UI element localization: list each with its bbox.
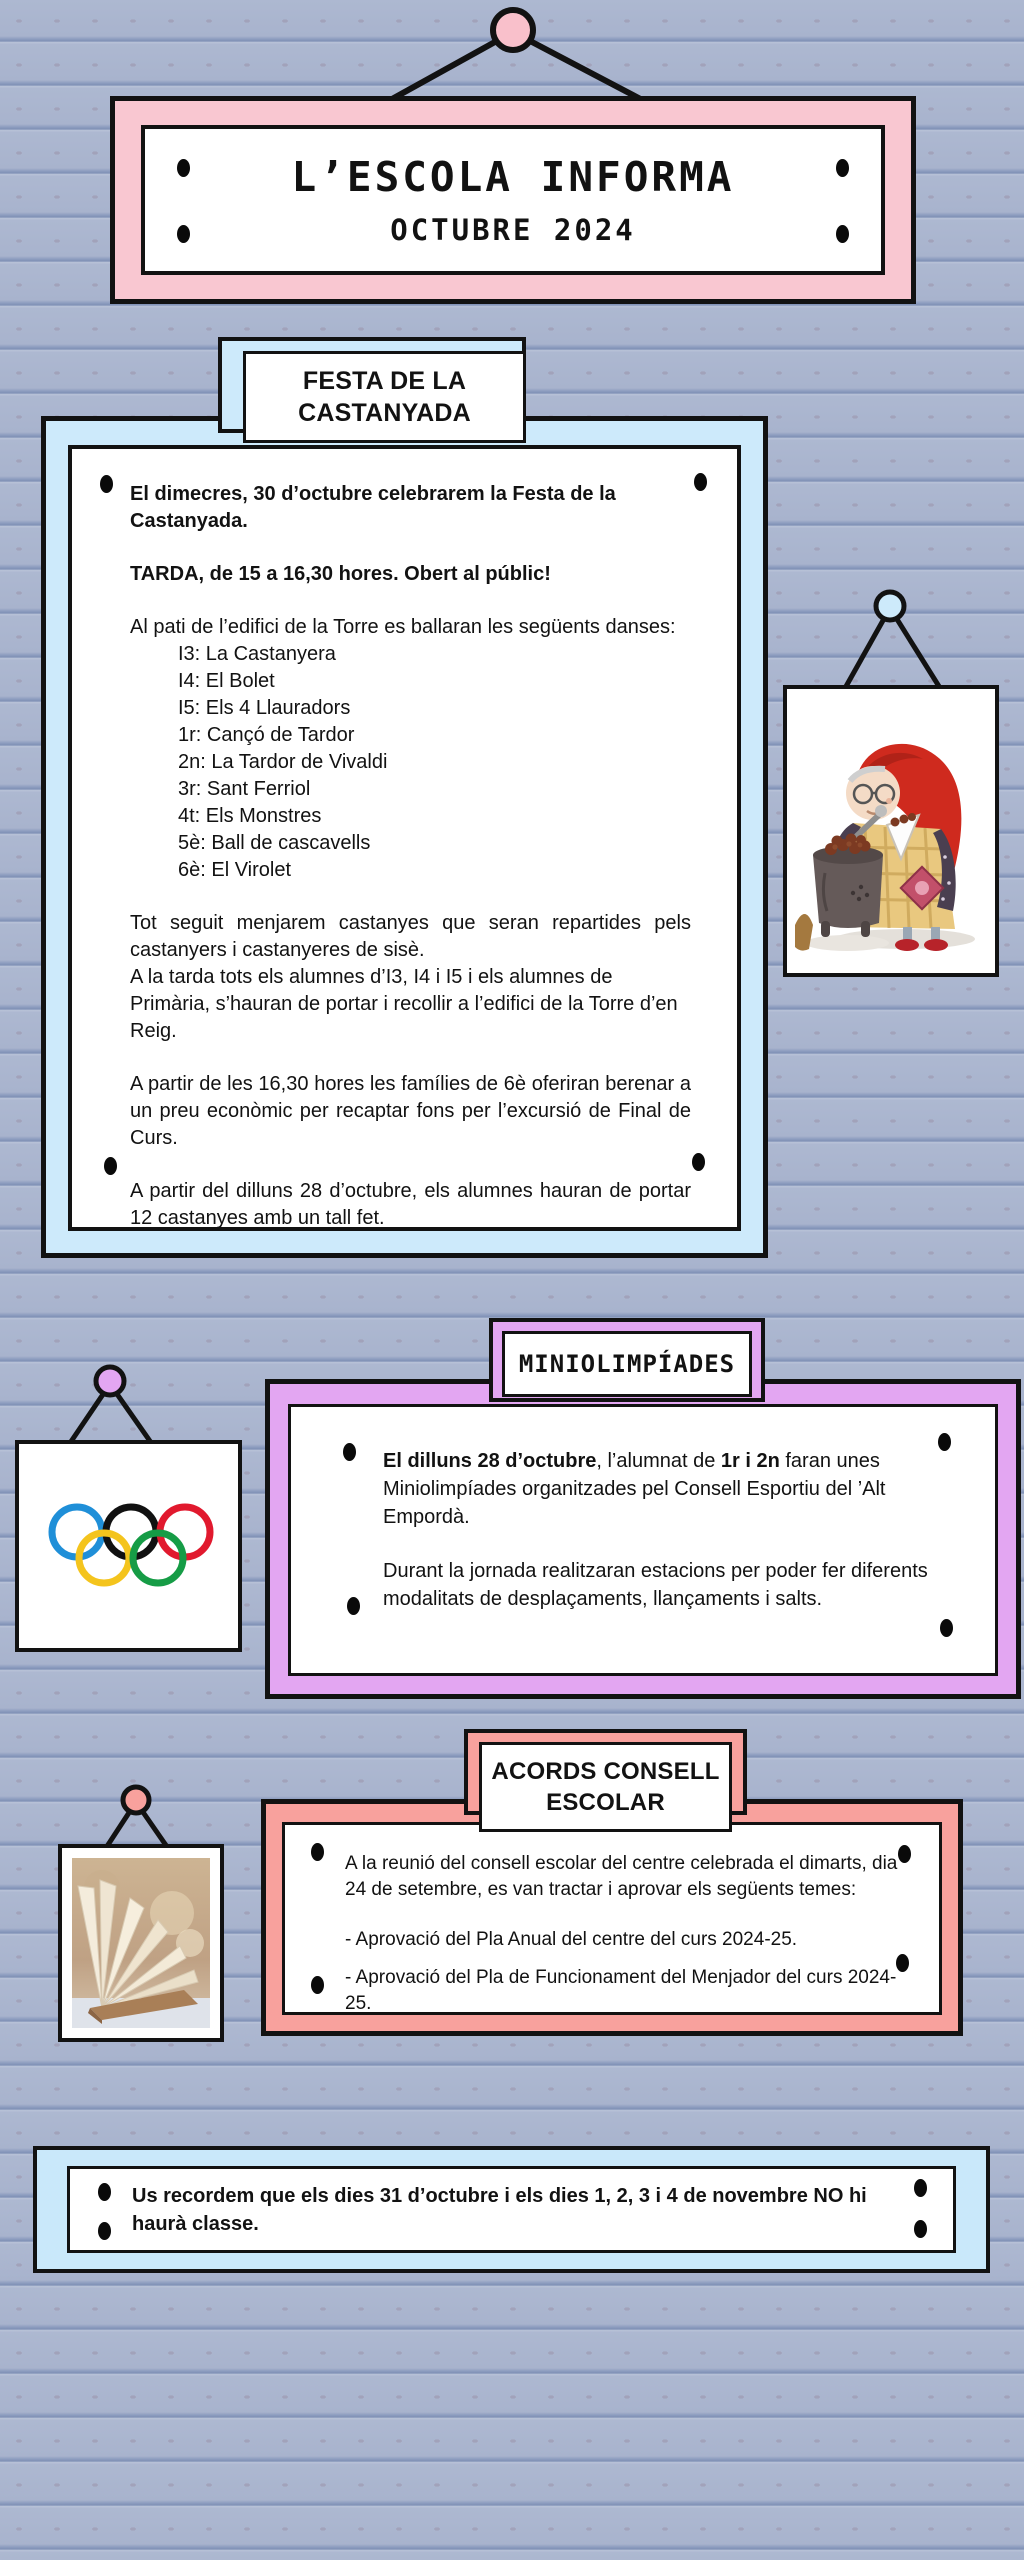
book-hanger-pin-icon: [123, 1787, 149, 1813]
dance-list: [178, 641, 691, 884]
miniolimpiades-text: , l’alumnat de: [596, 1450, 721, 1472]
miniolimpiades-inner-panel: [288, 1404, 998, 1676]
miniolimpiades-bold-date: El dilluns 28 d’octubre: [383, 1450, 597, 1472]
castanyada-inner-panel: [68, 445, 741, 1231]
castanyada-body: [72, 449, 737, 1227]
miniolimpiades-title-box: [502, 1331, 752, 1397]
castanyera-hanger-pin-icon: [876, 592, 904, 620]
castanyera-picture-frame: [783, 685, 999, 977]
acords-item: - Aprovació del Pla de Funcionament del Menjador del curs 2024-25.: [345, 1967, 897, 2014]
acords-title-box: [479, 1742, 732, 1832]
dance-item: 4t: Els Monstres: [178, 805, 322, 827]
dance-item: I3: La Castanyera: [178, 643, 336, 665]
olympic-picture-frame: [15, 1440, 242, 1652]
castanyada-paragraph: A partir de les 16,30 hores les famílies de 6è oferiran berenar a un preu econòmic per recaptar fons per l’excursió de Final de Curs.: [130, 1073, 691, 1149]
header-hanger-pin-icon: [493, 10, 533, 50]
pin-dot: [177, 159, 190, 177]
open-book-photo: [72, 1858, 210, 2028]
castanyada-paragraph: TARDA, de 15 a 16,30 hores. Obert al públic!: [130, 563, 551, 585]
dance-item: 1r: Cançó de Tardor: [178, 724, 355, 746]
page-subtitle: OCTUBRE 2024: [390, 213, 636, 247]
dance-item: 6è: El Virolet: [178, 859, 292, 881]
header-card: [110, 96, 916, 304]
acords-card: [261, 1799, 963, 2036]
castanyera-hanger-string: [820, 588, 980, 698]
castanyada-title-line1: FESTA DE LA: [302, 366, 467, 395]
miniolimpiades-body: [291, 1407, 995, 1673]
dance-item: 2n: La Tardor de Vivaldi: [178, 751, 388, 773]
acords-body: [285, 1825, 939, 2012]
book-picture-frame: [58, 1844, 224, 2042]
pin-dot: [836, 159, 849, 177]
dance-item: I5: Els 4 Llauradors: [178, 697, 351, 719]
castanyada-paragraph: Al pati de l’edifici de la Torre es ballaran les següents danses:: [130, 616, 676, 638]
acords-inner-panel: [282, 1822, 942, 2015]
castanyada-paragraph-group: [130, 910, 691, 1045]
olympic-hanger-pin-icon: [96, 1367, 124, 1395]
miniolimpiades-paragraph: [383, 1447, 937, 1531]
miniolimpiades-text: faran unes Miniolimpíades organitzades pel Consell Esportiu del ’Alt Empordà.: [383, 1450, 886, 1528]
castanyera-illustration: [795, 697, 987, 965]
castanyada-paragraph: El dimecres, 30 d’octubre celebrarem la Festa de la Castanyada.: [130, 483, 616, 532]
castanyada-paragraph: A la tarda tots els alumnes d’I3, I4 i I5 i els alumnes de Primària, s’hauran de portar i recollir a l’edifici de la Torre d’en Reig.: [130, 966, 678, 1042]
castanyada-title-box: [243, 351, 526, 443]
pin-dot: [177, 225, 190, 243]
olympic-rings-icon: [34, 1486, 224, 1606]
acords-title-line1: ACORDS CONSELL: [491, 1757, 720, 1785]
dance-item: 3r: Sant Ferriol: [178, 778, 311, 800]
miniolimpiades-card: [265, 1379, 1021, 1699]
pin-dot: [836, 225, 849, 243]
dance-item: I4: El Bolet: [178, 670, 275, 692]
acords-title-line2: ESCOLAR: [546, 1789, 665, 1816]
acords-item: - Aprovació del Pla Anual del centre del curs 2024-25.: [345, 1929, 798, 1950]
miniolimpiades-bold-grades: 1r i 2n: [720, 1450, 780, 1472]
footer-note-text: Us recordem que els dies 31 d’octubre i els dies 1, 2, 3 i 4 de novembre NO hi haurà classe.: [132, 2185, 867, 2235]
page-title: L’ESCOLA INFORMA: [291, 153, 735, 201]
footer-note-inner-panel: [67, 2166, 956, 2253]
castanyada-paragraph: Tot seguit menjarem castanyes que seran repartides pels castanyers i castanyeres de sisè.: [130, 912, 691, 961]
dance-item: 5è: Ball de cascavells: [178, 832, 371, 854]
acords-paragraph: A la reunió del consell escolar del centre celebrada el dimarts, dia 24 de setembre, es van tractar i aprovar els següents temes:: [345, 1853, 898, 1900]
footer-note-card: [33, 2146, 990, 2273]
castanyada-paragraph: A partir del dilluns 28 d’octubre, els alumnes hauran de portar 12 castanyes amb un tall fet.: [130, 1180, 691, 1229]
miniolimpiades-paragraph: Durant la jornada realitzaran estacions per poder fer diferents modalitats de desplaçaments, llançaments i salts.: [383, 1560, 928, 1610]
castanyada-card: [41, 416, 768, 1258]
castanyada-title-line2: CASTANYADA: [298, 399, 471, 427]
header-inner-panel: [141, 125, 885, 275]
miniolimpiades-title: MINIOLIMPÍADES: [518, 1350, 736, 1378]
